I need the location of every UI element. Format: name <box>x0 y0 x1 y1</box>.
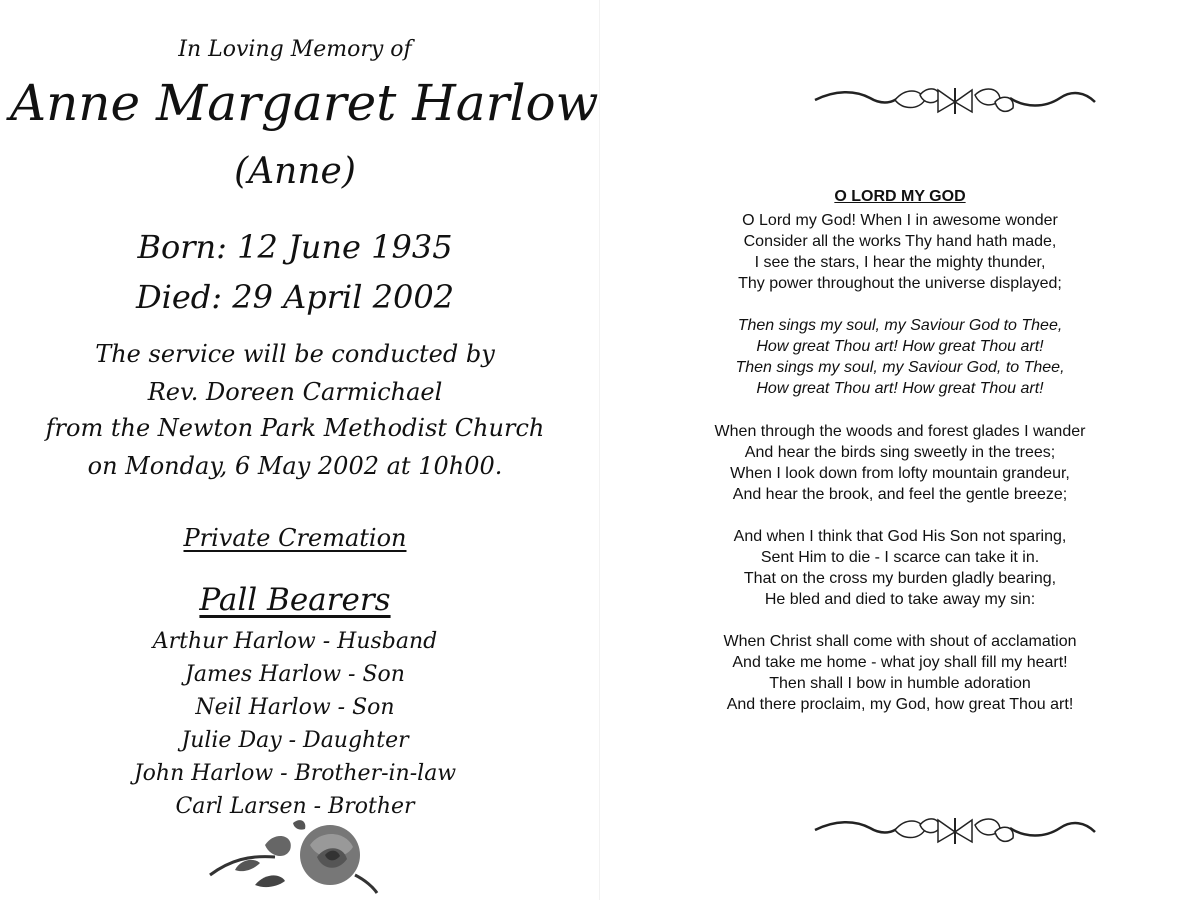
verse-line: How great Thou art! How great Thou art! <box>756 338 1044 355</box>
hymn-verse <box>600 631 1200 715</box>
hymn-title: O LORD MY GOD <box>834 188 966 205</box>
verse-line: Sent Him to die - I scarce can take it in. <box>760 549 1040 566</box>
service-line: from the Newton Park Methodist Church <box>45 414 545 442</box>
vine-butterfly-icon <box>810 80 1100 120</box>
verse-line: When through the woods and forest glades I wander <box>714 423 1086 440</box>
hymn-verse <box>600 210 1200 294</box>
born-date: Born: 12 June 1935 <box>137 228 453 266</box>
verse-line: When Christ shall come with shout of acclamation <box>723 633 1077 650</box>
cremation-heading <box>0 524 590 552</box>
verse-line: Consider all the works Thy hand hath made, <box>743 233 1057 250</box>
verse-line: Then sings my soul, my Saviour God to Thee, <box>737 317 1063 334</box>
cremation-text: Private Cremation <box>183 524 407 552</box>
verse-line: Thy power throughout the universe displayed; <box>738 275 1062 292</box>
verse-line: He bled and died to take away my sin: <box>764 591 1036 608</box>
verse-line: And hear the brook, and feel the gentle breeze; <box>732 486 1068 503</box>
pall-bearer: Julie Day - Daughter <box>181 728 409 753</box>
rose-icon <box>205 815 385 895</box>
hymn-verse <box>600 421 1200 505</box>
pall-bearer: Neil Harlow - Son <box>195 695 395 720</box>
pall-bearer: Arthur Harlow - Husband <box>152 629 438 654</box>
verse-line: That on the cross my burden gladly bearing, <box>743 570 1057 587</box>
verse-line: Then shall I bow in humble adoration <box>769 675 1031 692</box>
verse-line: When I look down from lofty mountain grandeur, <box>730 465 1070 482</box>
pall-bearer: James Harlow - Son <box>185 662 405 687</box>
pall-bearers-heading <box>0 582 590 618</box>
vine-butterfly-icon <box>810 810 1100 850</box>
intro-line: In Loving Memory of <box>178 37 412 62</box>
pall-bearers-heading-text: Pall Bearers <box>199 582 391 618</box>
verse-line: And hear the birds sing sweetly in the trees; <box>744 444 1056 461</box>
hymn-verse <box>600 526 1200 610</box>
died-date: Died: 29 April 2002 <box>135 278 455 316</box>
verse-line: And there proclaim, my God, how great Thou art! <box>726 696 1074 713</box>
service-line: on Monday, 6 May 2002 at 10h00. <box>87 452 503 480</box>
service-line: The service will be conducted by <box>95 340 495 368</box>
nickname: (Anne) <box>234 151 356 192</box>
verse-line: How great Thou art! How great Thou art! <box>756 380 1044 397</box>
verse-line: And take me home - what joy shall fill my heart! <box>732 654 1068 671</box>
deceased-name: Anne Margaret Harlow <box>10 74 599 132</box>
pall-bearer: Carl Larsen - Brother <box>175 794 415 819</box>
verse-line: Then sings my soul, my Saviour God, to Thee, <box>735 359 1065 376</box>
verse-line: O Lord my God! When I in awesome wonder <box>742 212 1058 229</box>
right-panel <box>600 0 1200 900</box>
verse-line: I see the stars, I hear the mighty thunder, <box>754 254 1046 271</box>
service-line: Rev. Doreen Carmichael <box>147 378 443 406</box>
hymn-chorus <box>600 315 1200 399</box>
verse-line: And when I think that God His Son not sparing, <box>733 528 1067 545</box>
pall-bearer: John Harlow - Brother-in-law <box>133 761 457 786</box>
